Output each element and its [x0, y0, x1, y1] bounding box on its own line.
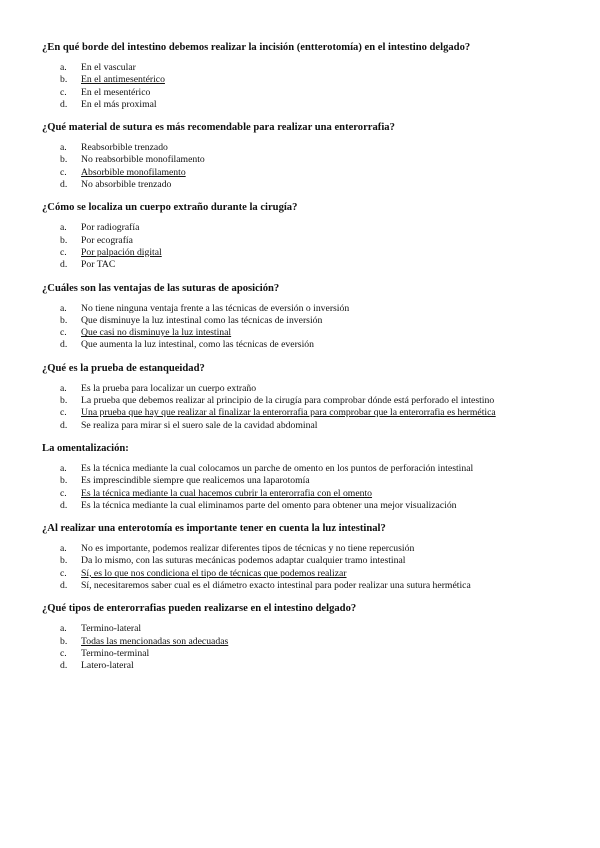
option-list: [42, 463, 562, 512]
option-a: [42, 142, 562, 154]
option-c: [42, 87, 562, 99]
question-3: [42, 201, 562, 271]
option-letter: c.: [60, 567, 67, 579]
question-6: [42, 442, 562, 512]
option-letter: a.: [60, 462, 67, 474]
option-letter: b.: [60, 154, 68, 166]
question-1: [42, 41, 562, 111]
option-letter: d.: [60, 419, 68, 431]
option-a: [42, 62, 562, 74]
option-letter: c.: [60, 647, 67, 659]
option-text: No reabsorbible monofilamento: [81, 154, 205, 166]
option-a: [42, 383, 562, 395]
correct-option-text: Absorbible monofilamento: [81, 166, 186, 178]
correct-option-text: Que casi no disminuye la luz intestinal: [81, 327, 232, 339]
option-b: [42, 395, 562, 407]
option-letter: a.: [60, 222, 67, 234]
option-text: Es imprescindible siempre que realicemos una laparotomía: [81, 475, 310, 487]
question-text: La omentalización:: [42, 442, 129, 454]
option-letter: b.: [60, 635, 68, 647]
option-d: [42, 660, 562, 672]
option-text: En el más proximal: [81, 98, 157, 110]
option-b: [42, 154, 562, 166]
option-d: [42, 500, 562, 512]
correct-option-text: Es la técnica mediante la cual hacemos cubrir la enterorrafia con el omento: [81, 487, 373, 499]
option-letter: c.: [60, 166, 67, 178]
question-2: [42, 121, 562, 191]
option-letter: a.: [60, 543, 67, 555]
option-letter: d.: [60, 580, 68, 592]
option-c: [42, 247, 562, 259]
option-text: Da lo mismo, con las suturas mecánicas podemos adaptar cualquier tramo intestinal: [81, 555, 406, 567]
option-text: No es importante, podemos realizar diferentes tipos de técnicas y no tiene repercusión: [81, 543, 415, 555]
option-b: [42, 74, 562, 86]
question-text: ¿Qué material de sutura es más recomendable para realizar una enterorrafia?: [42, 122, 395, 134]
option-letter: d.: [60, 179, 68, 191]
option-letter: d.: [60, 98, 68, 110]
option-d: [42, 259, 562, 271]
option-letter: d.: [60, 499, 68, 511]
quiz-content: [42, 41, 562, 683]
option-list: [42, 383, 562, 432]
option-text: Es la técnica mediante la cual eliminamos parte del omento para obtener una mejor visualización: [81, 499, 457, 511]
correct-option-text: Sí, es lo que nos condiciona el tipo de técnicas que podemos realizar: [81, 567, 347, 579]
option-d: [42, 99, 562, 111]
option-d: [42, 420, 562, 432]
option-a: [42, 222, 562, 234]
option-letter: b.: [60, 395, 68, 407]
option-text: Por radiografía: [81, 222, 140, 234]
option-letter: b.: [60, 234, 68, 246]
option-list: [42, 543, 562, 592]
option-list: [42, 303, 562, 352]
option-letter: d.: [60, 259, 68, 271]
option-letter: c.: [60, 487, 67, 499]
option-b: [42, 235, 562, 247]
option-text: La prueba que debemos realizar al principio de la cirugía para comprobar dónde está perforado el intestino: [81, 395, 495, 407]
option-text: Por ecografía: [81, 234, 133, 246]
option-text: Que disminuye la luz intestinal como las técnicas de inversión: [81, 314, 323, 326]
option-a: [42, 623, 562, 635]
option-c: [42, 648, 562, 660]
option-d: [42, 179, 562, 191]
option-letter: b.: [60, 74, 68, 86]
option-c: [42, 407, 562, 419]
option-letter: d.: [60, 660, 68, 672]
option-text: Termino-terminal: [81, 647, 150, 659]
question-text: ¿Cómo se localiza un cuerpo extraño durante la cirugía?: [42, 202, 298, 214]
option-letter: b.: [60, 555, 68, 567]
correct-option-text: En el antimesentérico: [81, 74, 165, 86]
option-b: [42, 315, 562, 327]
question-text: ¿En qué borde del intestino debemos realizar la incisión (entterotomía) en el intestino delgado?: [42, 42, 471, 53]
option-b: [42, 636, 562, 648]
option-letter: b.: [60, 314, 68, 326]
option-text: Es la prueba para localizar un cuerpo extraño: [81, 382, 257, 394]
question-text: ¿Al realizar una enterotomía es importante tener en cuenta la luz intestinal?: [42, 523, 386, 535]
option-text: Reabsorbible trenzado: [81, 142, 168, 154]
option-list: [42, 623, 562, 672]
option-text: Termino-lateral: [81, 623, 142, 635]
option-text: Por TAC: [81, 259, 116, 271]
question-4: [42, 282, 562, 352]
option-a: [42, 303, 562, 315]
option-list: [42, 222, 562, 271]
option-letter: c.: [60, 246, 67, 258]
option-text: Latero-lateral: [81, 660, 134, 672]
option-text: Es la técnica mediante la cual colocamos un parche de omento en los puntos de perforación intestinal: [81, 462, 474, 474]
option-text: Se realiza para mirar si el suero sale de la cavidad abdominal: [81, 419, 318, 431]
option-text: No absorbible trenzado: [81, 179, 172, 191]
option-a: [42, 463, 562, 475]
option-letter: a.: [60, 142, 67, 154]
option-text: Que aumenta la luz intestinal, como las técnicas de eversión: [81, 339, 314, 351]
question-5: [42, 362, 562, 432]
correct-option-text: Todas las mencionadas son adecuadas: [81, 635, 229, 647]
correct-option-text: Por palpación digital: [81, 246, 162, 258]
option-d: [42, 339, 562, 351]
option-b: [42, 475, 562, 487]
question-8: [42, 602, 562, 672]
option-letter: a.: [60, 302, 67, 314]
question-7: [42, 522, 562, 592]
option-c: [42, 568, 562, 580]
option-text: Sí, necesitaremos saber cual es el diámetro exacto intestinal para poder realizar una sutura hermética: [81, 580, 471, 592]
option-letter: a.: [60, 62, 67, 73]
option-letter: c.: [60, 407, 67, 419]
option-letter: b.: [60, 475, 68, 487]
option-letter: d.: [60, 339, 68, 351]
option-list: [42, 142, 562, 191]
option-b: [42, 555, 562, 567]
option-text: En el vascular: [81, 62, 136, 73]
question-text: ¿Cuáles son las ventajas de las suturas de aposición?: [42, 282, 280, 294]
correct-option-text: Una prueba que hay que realizar al finalizar la enterorrafia para comprobar que la enterorrafia es hermética: [81, 407, 496, 419]
option-text: En el mesentérico: [81, 86, 151, 98]
option-c: [42, 327, 562, 339]
option-letter: c.: [60, 86, 67, 98]
option-d: [42, 580, 562, 592]
option-letter: c.: [60, 327, 67, 339]
option-letter: a.: [60, 382, 67, 394]
option-c: [42, 488, 562, 500]
option-a: [42, 543, 562, 555]
option-letter: a.: [60, 623, 67, 635]
option-c: [42, 167, 562, 179]
option-list: [42, 62, 562, 111]
option-text: No tiene ninguna ventaja frente a las técnicas de eversión o inversión: [81, 302, 350, 314]
question-text: ¿Qué es la prueba de estanqueidad?: [42, 362, 205, 374]
question-text: ¿Qué tipos de enterorrafias pueden realizarse en el intestino delgado?: [42, 603, 357, 615]
